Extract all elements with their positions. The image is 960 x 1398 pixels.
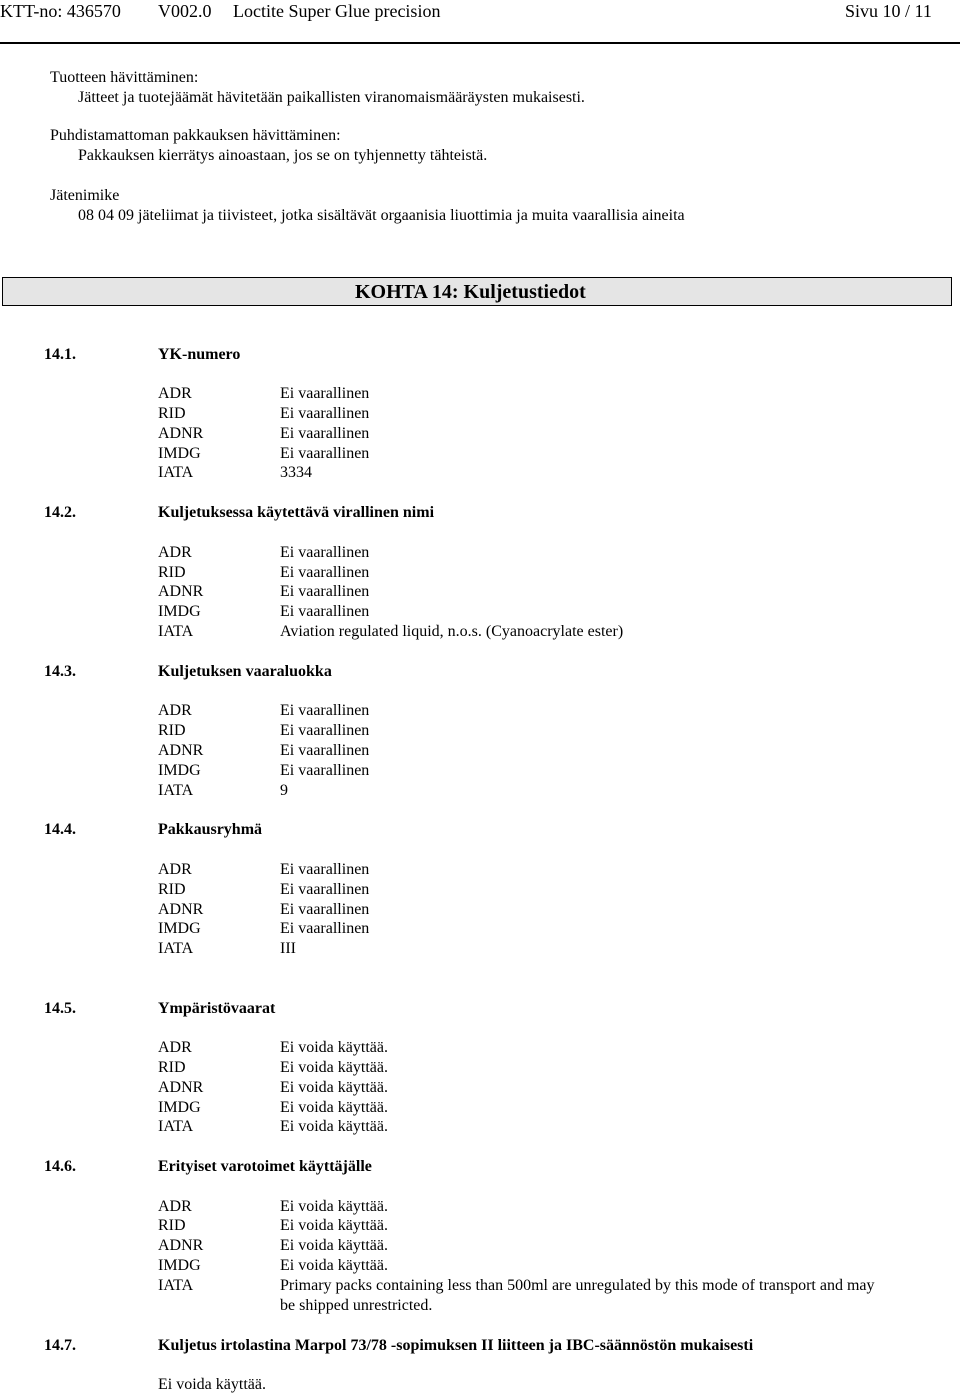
mode-value: III [280,940,296,957]
transport-row [158,602,918,622]
mode-value: Ei voida käyttää. [280,1237,388,1254]
section-header-bar [2,277,952,306]
waste-code-text: 08 04 09 jäteliimat ja tiivisteet, jotka sisältävät orgaanisia liuottimia ja muita vaarallisia aineita [78,207,685,224]
section-heading: Ympäristövaarat [158,1000,276,1017]
mode-label: RID [158,881,186,898]
transport-row [158,900,918,920]
mode-label: ADR [158,861,192,878]
transport-row [158,1256,918,1276]
package-disposal-text: Pakkauksen kierrätys ainoastaan, jos se on tyhjennetty tähteistä. [78,147,488,164]
mode-value: Primary packs containing less than 500ml are unregulated by this mode of transport and may be shipped unrestricted. [280,1277,875,1314]
mode-value: Ei vaarallinen [280,920,370,937]
product-disposal-label: Tuotteen hävittäminen: [50,69,199,86]
transport-row [158,384,918,404]
mode-label: ADNR [158,901,204,918]
mode-value: Ei voida käyttää. [280,1039,388,1056]
section-number: 14.2. [44,504,76,521]
mode-value: Ei vaarallinen [280,722,370,739]
section-heading: Kuljetus irtolastina Marpol 73/78 -sopimuksen II liitteen ja IBC-säännöstön mukaisesti [158,1337,754,1354]
mode-label: ADR [158,1198,192,1215]
mode-value: Ei vaarallinen [280,881,370,898]
mode-label: ADR [158,385,192,402]
mode-value: 9 [280,782,288,799]
transport-row [158,424,918,444]
doc-version: V002.0 [158,1,212,21]
mode-value: Ei vaarallinen [280,425,370,442]
mode-value: Ei voida käyttää. [280,1118,388,1135]
transport-row [158,860,918,880]
mode-label: RID [158,405,186,422]
mode-label: IMDG [158,920,201,937]
mode-value: Ei voida käyttää. [280,1079,388,1096]
waste-code-label: Jätenimike [50,187,120,204]
mode-value: Ei vaarallinen [280,901,370,918]
transport-row [158,701,918,721]
mode-label: ADR [158,1039,192,1056]
transport-row [158,1236,918,1256]
transport-row [158,761,918,781]
mode-value: Ei vaarallinen [280,385,370,402]
section-title: KOHTA 14: Kuljetustiedot [355,281,586,303]
section-number: 14.5. [44,1000,76,1017]
transport-row [158,543,918,563]
mode-value: Ei voida käyttää. [280,1198,388,1215]
section-number: 14.1. [44,346,76,363]
mode-value: Ei vaarallinen [280,861,370,878]
mode-value: Ei vaarallinen [280,742,370,759]
page-number: Sivu 10 / 11 [845,1,932,21]
mode-label: ADNR [158,583,204,600]
mode-value: Ei vaarallinen [280,405,370,422]
mode-label: ADNR [158,1237,204,1254]
transport-row [158,1117,918,1137]
mode-label: IATA [158,623,194,640]
transport-row [158,1098,918,1118]
mode-label: ADR [158,702,192,719]
transport-row [158,1276,918,1316]
section-heading: YK-numero [158,346,241,363]
mode-label: RID [158,564,186,581]
product-disposal-text: Jätteet ja tuotejäämät hävitetään paikallisten viranomaismääräysten mukaisesti. [78,89,585,106]
mode-label: IMDG [158,1257,201,1274]
section-number: 14.4. [44,821,76,838]
section-heading: Kuljetuksen vaaraluokka [158,663,332,680]
transport-row [158,1058,918,1078]
mode-label: IATA [158,940,194,957]
mode-value: Ei voida käyttää. [280,1059,388,1076]
mode-label: ADR [158,544,192,561]
mode-value: Ei vaarallinen [280,445,370,462]
mode-label: RID [158,1059,186,1076]
mode-label: IATA [158,1277,194,1294]
mode-value: Ei vaarallinen [280,564,370,581]
section-number: 14.3. [44,663,76,680]
mode-value: Ei vaarallinen [280,603,370,620]
mode-value: Ei voida käyttää. [280,1217,388,1234]
section-number: 14.7. [44,1337,76,1354]
section-heading: Pakkausryhmä [158,821,263,838]
mode-value: 3334 [280,464,312,481]
mode-label: ADNR [158,742,204,759]
mode-label: RID [158,722,186,739]
transport-row [158,563,918,583]
transport-row [158,622,918,642]
transport-row [158,1216,918,1236]
mode-value: Ei vaarallinen [280,583,370,600]
mode-label: RID [158,1217,186,1234]
transport-row [158,781,918,801]
mode-label: IATA [158,782,194,799]
mode-label: IATA [158,464,194,481]
section-heading: Kuljetuksessa käytettävä virallinen nimi [158,504,435,521]
mode-label: ADNR [158,425,204,442]
transport-row [158,404,918,424]
transport-row [158,463,918,483]
mode-value: Ei vaarallinen [280,762,370,779]
package-disposal-label: Puhdistamattoman pakkauksen hävittäminen: [50,127,341,144]
transport-row [158,880,918,900]
transport-row [158,939,918,959]
transport-row [158,741,918,761]
transport-row [158,721,918,741]
mode-label: IATA [158,1118,194,1135]
mode-label: IMDG [158,445,201,462]
section-heading: Erityiset varotoimet käyttäjälle [158,1158,372,1175]
mode-value: Ei vaarallinen [280,544,370,561]
mode-value: Ei voida käyttää. [280,1257,388,1274]
transport-row [158,582,918,602]
product-name: Loctite Super Glue precision [233,1,441,21]
transport-row [158,1197,918,1217]
doc-id: KTT-no: 436570 [0,1,121,21]
transport-row [158,919,918,939]
transport-row [158,1078,918,1098]
mode-label: IMDG [158,762,201,779]
mode-label: IMDG [158,603,201,620]
transport-row [158,1038,918,1058]
section-text: Ei voida käyttää. [158,1376,266,1393]
mode-label: IMDG [158,1099,201,1116]
mode-value: Ei vaarallinen [280,702,370,719]
mode-value: Aviation regulated liquid, n.o.s. (Cyanoacrylate ester) [280,623,624,640]
mode-value: Ei voida käyttää. [280,1099,388,1116]
transport-row [158,444,918,464]
section-number: 14.6. [44,1158,76,1175]
mode-label: ADNR [158,1079,204,1096]
header-divider [0,42,960,44]
